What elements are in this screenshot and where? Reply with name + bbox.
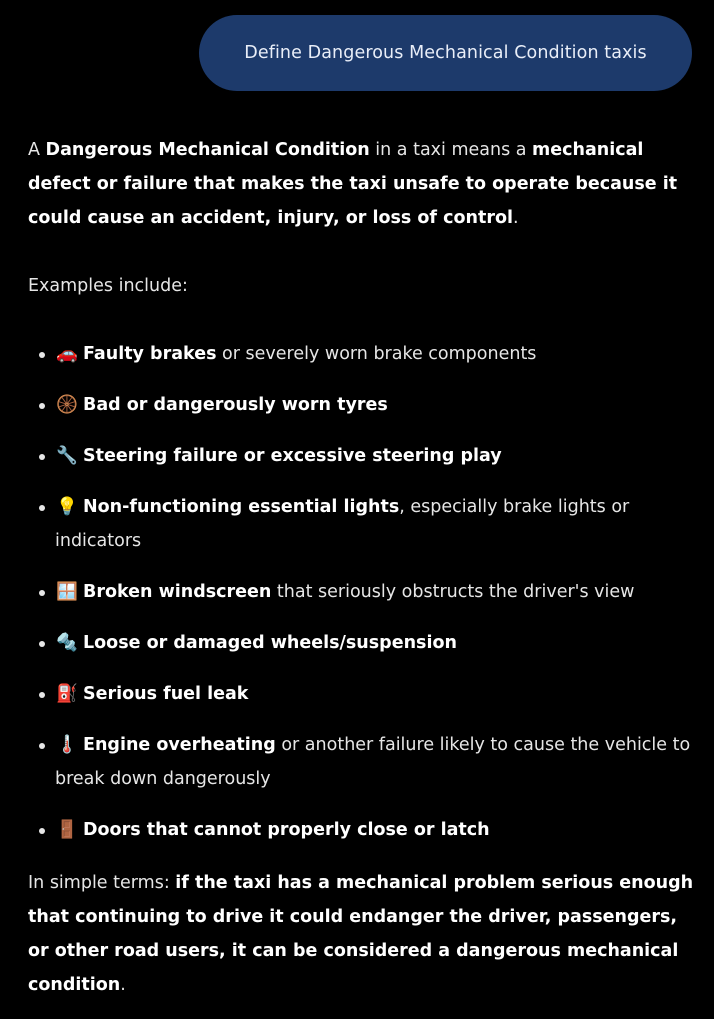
examples-list <box>28 337 698 847</box>
list-item-bold: Broken windscreen <box>83 582 272 602</box>
list-item <box>28 575 698 609</box>
list-item-bold: Steering failure or excessive steering play <box>83 446 502 466</box>
door-icon: 🚪 <box>56 820 78 840</box>
window-icon: 🪟 <box>56 582 78 602</box>
light-bulb-icon: 💡 <box>56 497 78 517</box>
list-item <box>28 439 698 473</box>
list-item-bold: Doors that cannot properly close or latch <box>83 820 490 840</box>
tyre-icon: 🛞 <box>56 395 78 415</box>
list-item-text: that seriously obstructs the driver's view <box>271 582 635 602</box>
summary-paragraph <box>28 866 698 1002</box>
intro-bold-definition: mechanical defect or failure that makes the taxi unsafe to operate because it could cause an accident, injury, or loss of control <box>28 140 678 228</box>
list-item-bold: Non-functioning essential lights <box>83 497 400 517</box>
assistant-response <box>28 133 698 1002</box>
list-item-bold: Serious fuel leak <box>83 684 249 704</box>
list-item-bold: Faulty brakes <box>83 344 217 364</box>
intro-paragraph <box>28 133 698 235</box>
list-item <box>28 490 698 558</box>
list-item <box>28 388 698 422</box>
list-item <box>28 337 698 371</box>
fuel-pump-icon: ⛽ <box>56 684 78 704</box>
list-item-text: , especially brake lights or indicators <box>55 497 630 551</box>
examples-label: Examples include: <box>28 276 188 296</box>
intro-bold-term: Dangerous Mechanical Condition <box>45 140 370 160</box>
list-item <box>28 626 698 660</box>
list-item-bold: Bad or dangerously worn tyres <box>83 395 388 415</box>
intro-text-1: A <box>28 140 46 160</box>
list-item <box>28 677 698 711</box>
list-item-text: or another failure likely to cause the vehicle to break down dangerously <box>55 735 691 789</box>
list-item-text: or severely worn brake components <box>216 344 537 364</box>
summary-text-2: . <box>120 975 126 995</box>
list-item-bold: Engine overheating <box>83 735 276 755</box>
summary-text-1: In simple terms: <box>28 873 176 893</box>
nut-and-bolt-icon: 🔩 <box>56 633 78 653</box>
list-item <box>28 813 698 847</box>
user-message-text: Define Dangerous Mechanical Condition taxis <box>244 43 647 63</box>
list-item <box>28 728 698 796</box>
summary-bold: if the taxi has a mechanical problem serious enough that continuing to drive it could endanger the driver, passengers, or other road users, it can be considered a dangerous mechanical condition <box>28 873 694 995</box>
thermometer-icon: 🌡️ <box>56 735 78 755</box>
wrench-icon: 🔧 <box>56 446 78 466</box>
list-item-bold: Loose or damaged wheels/suspension <box>83 633 457 653</box>
user-message-bubble <box>199 15 692 91</box>
intro-text-3: . <box>513 208 519 228</box>
intro-text-2: in a taxi means a <box>369 140 533 160</box>
car-icon: 🚗 <box>56 344 78 364</box>
